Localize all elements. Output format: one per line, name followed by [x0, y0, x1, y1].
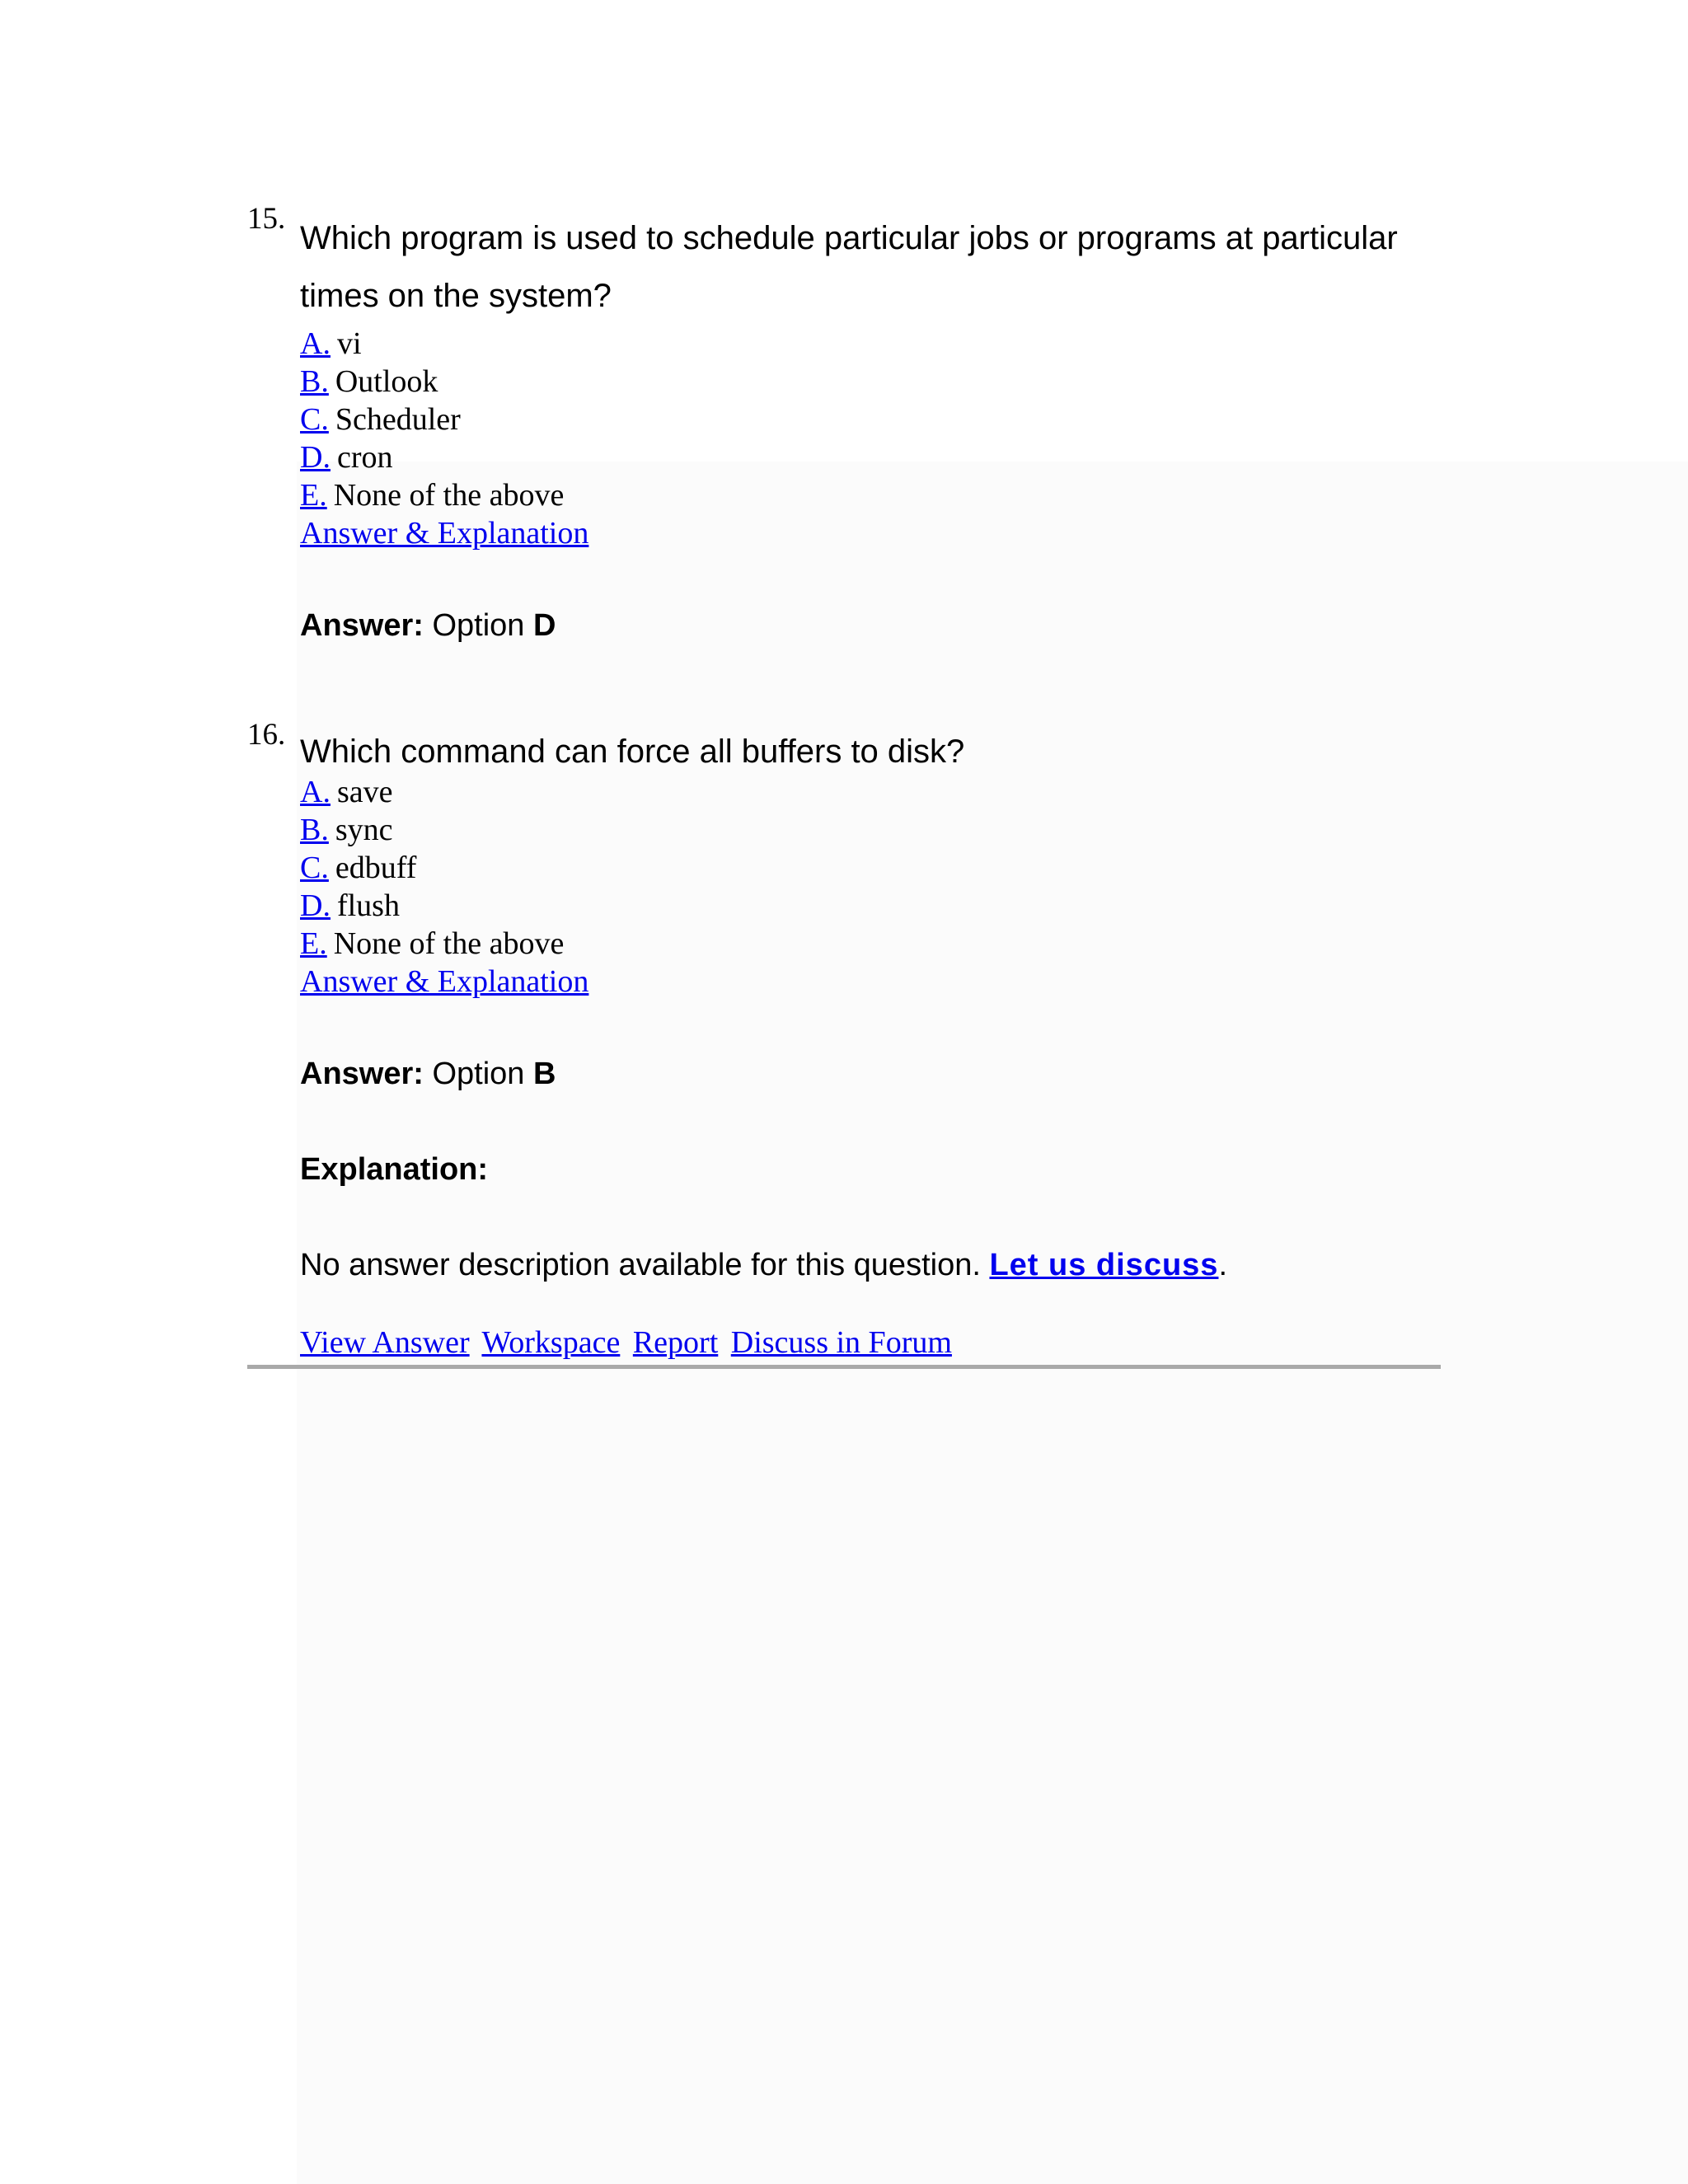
option-d-link[interactable]: D.	[300, 888, 331, 923]
option-c-text: Scheduler	[335, 402, 461, 437]
question-body	[300, 719, 1437, 1361]
answer-line	[300, 607, 1437, 644]
answer-letter: D	[533, 608, 556, 643]
discuss-in-forum-link[interactable]: Discuss in Forum	[730, 1325, 952, 1360]
answer-label: Answer:	[300, 1057, 424, 1091]
question-separator	[247, 1365, 1441, 1369]
option-c-link[interactable]: C.	[300, 402, 329, 437]
option-d-text: flush	[336, 888, 400, 923]
option-e-link[interactable]: E.	[300, 478, 327, 513]
option-b	[300, 811, 1437, 849]
workspace-link[interactable]: Workspace	[481, 1325, 621, 1360]
explanation-text	[300, 1246, 1437, 1284]
question-number: 16.	[247, 718, 286, 752]
option-c	[300, 849, 1437, 887]
view-answer-link[interactable]: View Answer	[300, 1325, 470, 1360]
question-footer-links	[300, 1324, 1437, 1361]
option-c-link[interactable]: C.	[300, 851, 329, 885]
question-text: Which program is used to schedule particular jobs or programs at particular times on the system?	[300, 220, 1398, 314]
report-link[interactable]: Report	[632, 1325, 719, 1360]
option-b	[300, 363, 1437, 401]
option-e-link[interactable]: E.	[300, 926, 327, 961]
let-us-discuss-link[interactable]: Let us discuss	[989, 1248, 1219, 1282]
option-e	[300, 925, 1437, 963]
option-e-text: None of the above	[333, 926, 565, 961]
option-b-link[interactable]: B.	[300, 364, 329, 399]
option-a-link[interactable]: A.	[300, 775, 331, 809]
option-d-text: cron	[336, 440, 393, 475]
question-body	[300, 203, 1437, 644]
explanation-heading: Explanation:	[300, 1152, 489, 1187]
option-a	[300, 773, 1437, 811]
question-text: Which command can force all buffers to disk?	[300, 733, 965, 770]
option-d	[300, 887, 1437, 925]
option-a-text: vi	[336, 326, 362, 361]
option-a	[300, 325, 1437, 363]
answer-explanation-link[interactable]: Answer & Explanation	[300, 516, 589, 551]
question-number: 15.	[247, 202, 286, 236]
options-list	[300, 773, 1437, 963]
option-b-link[interactable]: B.	[300, 813, 329, 847]
option-c	[300, 401, 1437, 438]
option-a-text: save	[336, 775, 393, 809]
option-c-text: edbuff	[335, 851, 417, 885]
answer-letter: B	[533, 1057, 556, 1091]
option-e	[300, 476, 1437, 514]
option-a-link[interactable]: A.	[300, 326, 331, 361]
option-b-text: Outlook	[335, 364, 438, 399]
answer-label: Answer:	[300, 608, 424, 643]
answer-explanation-link[interactable]: Answer & Explanation	[300, 964, 589, 999]
options-list	[300, 325, 1437, 514]
option-e-text: None of the above	[333, 478, 565, 513]
answer-line	[300, 1055, 1437, 1093]
answer-option-word: Option	[432, 608, 525, 643]
explanation-period: .	[1218, 1248, 1227, 1282]
option-d-link[interactable]: D.	[300, 440, 331, 475]
option-b-text: sync	[335, 813, 393, 847]
option-d	[300, 438, 1437, 476]
explanation-body: No answer description available for this question.	[300, 1248, 981, 1282]
answer-option-word: Option	[432, 1057, 525, 1091]
